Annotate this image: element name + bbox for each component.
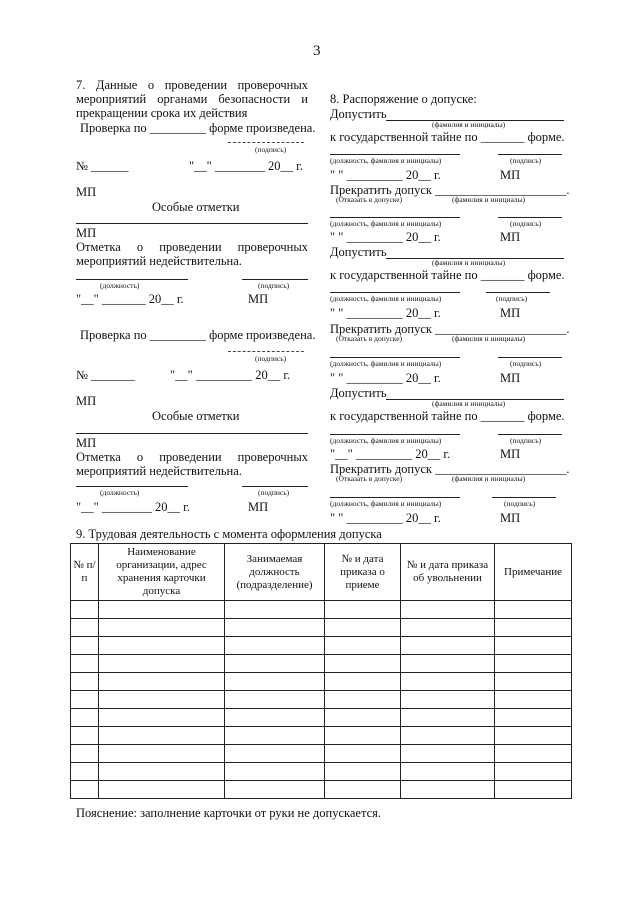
sign-line-4 [498,357,562,358]
table-cell [71,691,99,709]
table-cell [71,781,99,799]
pos-fio-caption-6: (должность, фамилия и инициалы) [330,499,442,508]
table-cell [99,691,225,709]
table-row [71,745,572,763]
position-line-2 [76,486,188,487]
fio-caption-2: (фамилия и инициалы) [452,195,526,204]
sign-line-1 [498,154,562,155]
employment-table [70,543,572,799]
special-marks-line-1 [76,223,308,224]
table-cell [495,619,572,637]
table-cell [495,745,572,763]
section-7-title-line1: 7. Данные о проведении проверочных [76,78,308,92]
table-row [71,655,572,673]
number-field-2: № _______ [76,368,135,382]
table-cell [99,763,225,781]
table-row [71,637,572,655]
table-cell [99,619,225,637]
table-row [71,691,572,709]
table-cell [71,763,99,781]
pos-fio-caption-4: (должность, фамилия и инициалы) [330,359,442,368]
table-cell [99,745,225,763]
table-cell [225,601,325,619]
page-number: 3 [313,43,321,59]
table-cell [401,655,495,673]
stamp-place-r5: МП [500,447,521,461]
allow-label-1: Допустить [330,107,387,121]
date-field-1: "__" ________ 20__ г. [189,159,303,173]
special-marks-heading-2: Особые отметки [152,409,240,423]
stamp-place-2: МП [76,226,97,240]
pos-fio-caption-2: (должность, фамилия и инициалы) [330,219,442,228]
stamp-place-r3: МП [500,306,521,320]
table-cell [71,673,99,691]
header-organization: Наименование организации, адрес хранения карточки допуска [99,544,225,601]
sign-line-3 [486,292,550,293]
stamp-place-r2: МП [500,230,521,244]
header-hire-order: № и дата приказа о приеме [325,544,401,601]
pos-line-1 [330,154,460,155]
invalid-mark-2-line1: Отметка о проведении проверочных [76,450,308,464]
table-row [71,763,572,781]
table-cell [225,655,325,673]
pos-fio-caption-3: (должность, фамилия и инициалы) [330,294,442,303]
table-cell [495,691,572,709]
table-cell [99,727,225,745]
table-cell [71,601,99,619]
stamp-place-5: МП [76,436,97,450]
table-cell [495,637,572,655]
stamp-place-r1: МП [500,168,521,182]
table-cell [495,655,572,673]
fio-caption-4: (фамилия и инициалы) [452,334,526,343]
section-9-title: 9. Трудовая деятельность с момента оформления допуска [76,527,382,541]
section-8-title: 8. Распоряжение о допуске: [330,92,477,106]
special-marks-heading-1: Особые отметки [152,200,240,214]
date-field-3: "__" _________ 20__ г. [170,368,291,382]
number-field-1: № ______ [76,159,129,173]
table-cell [325,709,401,727]
check-performed-2: Проверка по _________ форме произведена. [80,328,316,342]
stamp-place-r6: МП [500,511,521,525]
pos-line-6 [330,497,460,498]
table-cell [495,727,572,745]
table-cell [71,727,99,745]
table-cell [225,709,325,727]
table-cell [325,637,401,655]
invalid-mark-line2: мероприятий недействительна. [76,254,242,268]
signature-line-2 [242,279,308,280]
pos-line-5 [330,434,460,435]
sign-line-5 [498,434,562,435]
sign-caption-2: (подпись) [510,219,542,228]
stop-access-1: Прекратить допуск _____________________. [330,183,570,197]
table-cell [71,745,99,763]
pos-line-4 [330,357,460,358]
table-cell [401,691,495,709]
stop-access-3: Прекратить допуск _____________________. [330,462,570,476]
position-caption-2: (должность) [100,488,140,497]
table-cell [99,637,225,655]
pos-fio-caption-5: (должность, фамилия и инициалы) [330,436,442,445]
table-cell [325,619,401,637]
table-cell [495,673,572,691]
table-row [71,727,572,745]
header-number: № п/п [71,544,99,601]
table-cell [401,619,495,637]
table-row [71,619,572,637]
table-cell [325,691,401,709]
table-cell [401,601,495,619]
pos-line-3 [330,292,460,293]
state-secret-form-3: к государственной тайне по _______ форме. [330,409,565,423]
refuse-caption-2: (Отказать в допуске) [336,334,403,343]
table-cell [495,709,572,727]
table-cell [71,637,99,655]
fio-caption-3: (фамилия и инициалы) [432,258,506,267]
table-cell [495,601,572,619]
sign-caption-4: (подпись) [510,359,542,368]
signature-caption-3: (подпись) [255,354,287,363]
table-cell [225,763,325,781]
table-cell [401,637,495,655]
table-cell [325,655,401,673]
table-cell [325,763,401,781]
stamp-place-r4: МП [500,371,521,385]
table-row [71,781,572,799]
signature-caption-2: (подпись) [258,281,290,290]
date-field-2: "__" _______ 20__ г. [76,292,184,306]
fio-caption-5: (фамилия и инициалы) [432,399,506,408]
sign-caption-1: (подпись) [510,156,542,165]
table-cell [225,781,325,799]
table-cell [99,673,225,691]
table-cell [225,637,325,655]
allow-label-3: Допустить [330,386,387,400]
stamp-place-6: МП [248,500,269,514]
invalid-mark-2-line2: мероприятий недействительна. [76,464,242,478]
signature-line-4 [242,486,308,487]
position-line-1 [76,279,188,280]
table-cell [401,745,495,763]
table-cell [495,763,572,781]
signature-caption-4: (подпись) [258,488,290,497]
fio-caption-1: (фамилия и инициалы) [432,120,506,129]
table-cell [225,619,325,637]
section-7-title-line2: мероприятий органами безопасности и [76,92,308,106]
header-note: Примечание [495,544,572,601]
date-e: "__" _________ 20__ г. [330,447,451,461]
table-header-row [71,544,572,601]
table-row [71,709,572,727]
pos-fio-caption-1: (должность, фамилия и инициалы) [330,156,442,165]
date-a: " " _________ 20__ г. [330,168,441,182]
table-cell [495,781,572,799]
footnote: Пояснение: заполнение карточки от руки не допускается. [76,806,382,820]
allow-label-2: Допустить [330,245,387,259]
header-dismissal-order: № и дата приказа об увольнении [401,544,495,601]
check-performed-1: Проверка по _________ форме произведена. [80,121,316,135]
table-cell [71,709,99,727]
sign-line-6 [492,497,556,498]
sign-caption-6: (подпись) [504,499,536,508]
header-position: Занимаемая должность (подразделение) [225,544,325,601]
table-cell [325,745,401,763]
table-cell [325,781,401,799]
refuse-caption-3: (Отказать в допуске) [336,474,403,483]
position-caption-1: (должность) [100,281,140,290]
table-row [71,673,572,691]
table-cell [401,709,495,727]
table-cell [401,727,495,745]
table-cell [99,781,225,799]
table-cell [71,655,99,673]
table-cell [401,673,495,691]
refuse-caption-1: (Отказать в допуске) [336,195,403,204]
date-f: " " _________ 20__ г. [330,511,441,525]
table-cell [225,745,325,763]
pos-line-2 [330,217,460,218]
table-cell [325,601,401,619]
table-cell [99,709,225,727]
date-field-4: "__" ________ 20__ г. [76,500,190,514]
stamp-place-3: МП [248,292,269,306]
fio-caption-6: (фамилия и инициалы) [452,474,526,483]
table-cell [401,781,495,799]
table-cell [225,673,325,691]
stop-access-2: Прекратить допуск _____________________. [330,322,570,336]
sign-caption-3: (подпись) [496,294,528,303]
table-cell [325,673,401,691]
sign-caption-5: (подпись) [510,436,542,445]
table-cell [71,619,99,637]
stamp-place-4: МП [76,394,97,408]
special-marks-line-2 [76,433,308,434]
table-cell [99,601,225,619]
signature-line-3 [228,351,304,352]
invalid-mark-line1: Отметка о проведении проверочных [76,240,308,254]
table-cell [325,727,401,745]
table-cell [225,691,325,709]
state-secret-form-2: к государственной тайне по _______ форме. [330,268,565,282]
table-cell [99,655,225,673]
stamp-place-1: МП [76,185,97,199]
table-cell [225,727,325,745]
section-7-title-line3: прекращении срока их действия [76,106,248,120]
table-row [71,601,572,619]
date-d: " " _________ 20__ г. [330,371,441,385]
state-secret-form-1: к государственной тайне по _______ форме. [330,130,565,144]
signature-caption: (подпись) [255,145,287,154]
date-b: " " _________ 20__ г. [330,230,441,244]
sign-line-2 [498,217,562,218]
signature-line [228,142,304,143]
date-c: " " _________ 20__ г. [330,306,441,320]
table-cell [401,763,495,781]
